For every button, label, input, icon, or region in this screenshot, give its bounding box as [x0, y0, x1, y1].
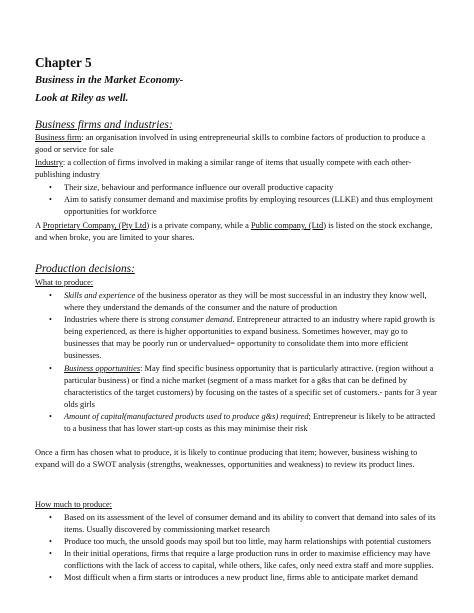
term-public-company: Public company, (Ltd — [250, 221, 324, 230]
definition-business-firm — [35, 132, 441, 156]
list-item: • In their initial operations, firms that require a large production runs in order to maximise efficiency may have conflictions with the lack of access to capital, while others, like cafes, only need extra staff and more supplies. — [49, 549, 434, 571]
business-firm-bullets — [35, 182, 441, 218]
subheading-what-to-produce: What to produce: — [35, 278, 94, 287]
list-item: • Industries where there is strong consumer demand. Entrepreneur attracted to an industry where rapid growth is being experienced, as there is higher opportunities to expand business. Sometimes however, may go to businesses that may be poorly run or undervalued= opportunity to consolidate them into more efficient businesses. — [49, 315, 435, 361]
list-item: • Business opportunities: May find specific business opportunity that is particularly attractive. (region without a particular business) or find a niche market (segment of a mass market for a g&s that can be defined by characteristics of the target customers) by focusing on the tastes of a specific set of customers.- pants for 3 year olds girls — [49, 363, 437, 409]
company-types-paragraph: A Proprietary Company, (Pty Ltd) is a private company, while a Public company, (Ltd) is listed on the stock exchange, and when broke, you are limited to your shares. — [35, 221, 433, 243]
list-item: • Skills and experience of the business operator as they will be most successful in an industry they know well, where they understand the demands of the consumer and the nature of production — [49, 291, 427, 313]
subtitle-line-1: Business in the Market Economy- — [35, 75, 184, 86]
bullet-icon: • — [49, 549, 52, 559]
bullet-icon: • — [49, 195, 52, 205]
subtitle-line-2: Look at Riley as well. — [35, 93, 129, 104]
bullet-icon: • — [49, 411, 52, 421]
list-item: • Most difficult when a firm starts or introduces a new product line, firms able to anticipate market demand — [35, 572, 441, 584]
term-proprietary-company: Proprietary Company, (Pty Ltd — [42, 221, 147, 230]
list-item: • Produce too much, the unsold goods may spoil but too little, may harm relationships with potential customers — [35, 536, 441, 548]
definition-text: : an organisation involved in using entrepreneurial skills to combine factors of production to produce a good or service for sale — [35, 133, 426, 155]
definition-industry — [35, 157, 441, 181]
list-item: • Based on its assessment of the level of consumer demand and its ability to convert that demand into sales of its items. Usually discovered by commissioning market research — [49, 513, 436, 535]
chapter-subtitle — [35, 72, 441, 108]
chapter-title: Chapter 5 — [35, 55, 92, 70]
bullet-icon: • — [49, 363, 52, 373]
term-industry: Industry — [35, 158, 63, 167]
bullet-icon: • — [49, 315, 52, 325]
bullet-icon: • — [49, 291, 52, 300]
how-much-bullets — [35, 512, 441, 585]
list-item: • Their size, behaviour and performance influence our overall productive capacity — [35, 182, 441, 194]
section-heading-business-firms: Business firms and industries: — [35, 119, 173, 131]
swot-paragraph: Once a firm has chosen what to produce, it is likely to continue producing that item; however, business wishing to expand will do a SWOT analysis (strengths, weaknesses, opportunities and weakness) to review its product lines. — [35, 448, 418, 470]
bullet-icon: • — [49, 183, 52, 192]
bullet-icon: • — [49, 573, 52, 583]
definition-text: : a collection of firms involved in making a similar range of items that usually compete with each other-publishing industry — [35, 158, 412, 180]
list-item: • Aim to satisfy consumer demand and maximise profits by employing resources (LLKE) and thus employment opportunities for workforce — [49, 195, 433, 217]
term-business-firm: Business firm — [35, 133, 82, 142]
bullet-icon: • — [49, 513, 52, 522]
list-item: • Amount of capital(manufactured products used to produce g&s) required; Entrepreneur is likely to be attracted to a business that has lower start-up costs as this may minimise their risk — [49, 411, 436, 434]
section-heading-production-decisions: Production decisions: — [35, 263, 135, 275]
subheading-how-much-to-produce: How much to produce: — [35, 500, 112, 509]
bullet-icon: • — [49, 537, 52, 547]
what-to-produce-bullets — [35, 290, 441, 435]
